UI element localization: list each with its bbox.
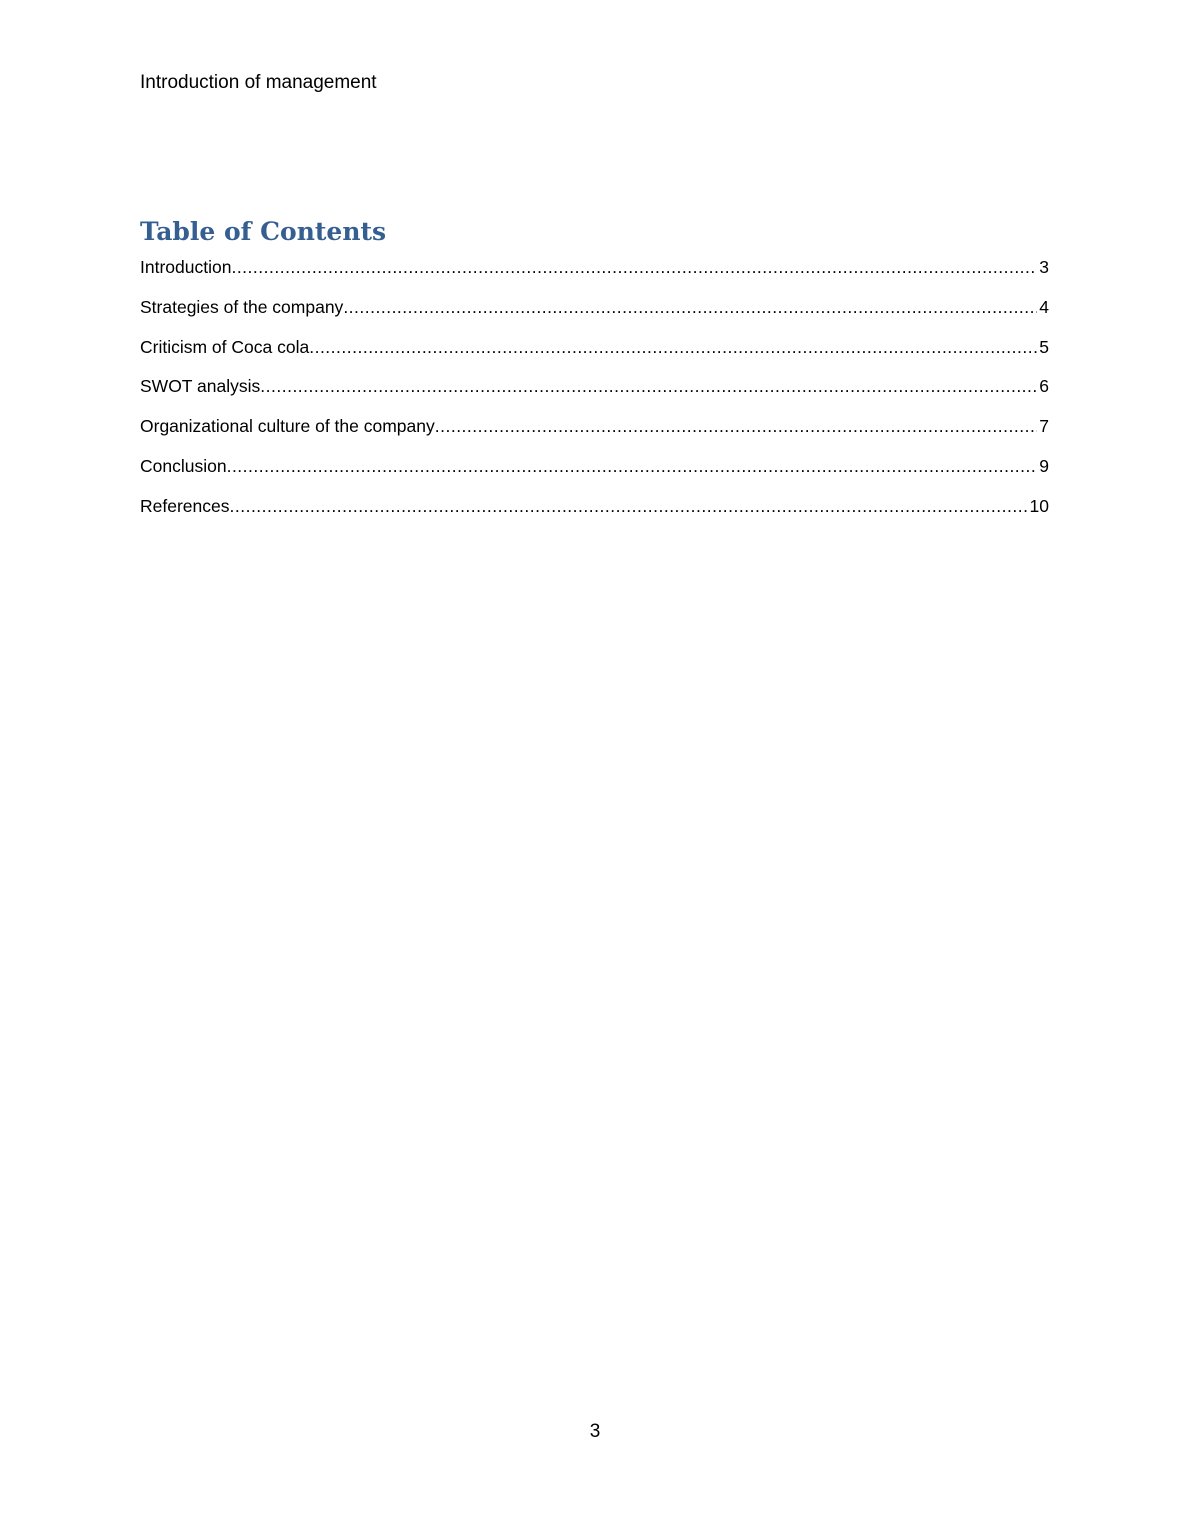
toc-entry-page: 4 xyxy=(1039,296,1049,317)
toc-entry-page: 3 xyxy=(1039,257,1049,277)
toc-entry-page: 10 xyxy=(1029,495,1049,516)
running-header: Introduction of management xyxy=(140,72,377,93)
toc-entry-title: Conclusion xyxy=(140,455,227,476)
toc-entry-criticism[interactable] xyxy=(140,335,1049,375)
toc-entry-introduction[interactable] xyxy=(140,255,1049,295)
toc-dot-leader xyxy=(343,295,1037,319)
toc-entry-title: References xyxy=(140,495,230,516)
toc-entry-page: 7 xyxy=(1039,416,1049,437)
toc-entry-page: 6 xyxy=(1039,376,1049,397)
toc-entry-swot[interactable] xyxy=(140,374,1049,414)
toc-entry-page: 9 xyxy=(1039,455,1049,476)
toc-dot-leader xyxy=(309,335,1037,359)
toc-entry-title: Introduction xyxy=(140,257,232,277)
toc-entry-page: 5 xyxy=(1039,336,1049,357)
toc-heading: Table of Contents xyxy=(140,217,387,246)
toc-entry-title: Criticism of Coca cola xyxy=(140,336,310,357)
toc-entry-strategies[interactable] xyxy=(140,295,1049,335)
toc-entry-title: Strategies of the company xyxy=(140,296,344,317)
toc-entry-conclusion[interactable] xyxy=(140,454,1049,494)
toc-dot-leader xyxy=(231,255,1037,279)
toc-dot-leader xyxy=(260,374,1037,398)
toc-dot-leader xyxy=(230,494,1028,518)
toc-entry-title: SWOT analysis xyxy=(140,376,261,397)
toc-entry-references[interactable] xyxy=(140,494,1049,534)
toc-dot-leader xyxy=(227,454,1038,478)
toc-entry-title: Organizational culture of the company xyxy=(140,416,435,437)
toc-entry-culture[interactable] xyxy=(140,414,1049,454)
table-of-contents xyxy=(140,255,1049,534)
page-number: 3 xyxy=(589,1421,601,1442)
toc-dot-leader xyxy=(435,414,1038,438)
